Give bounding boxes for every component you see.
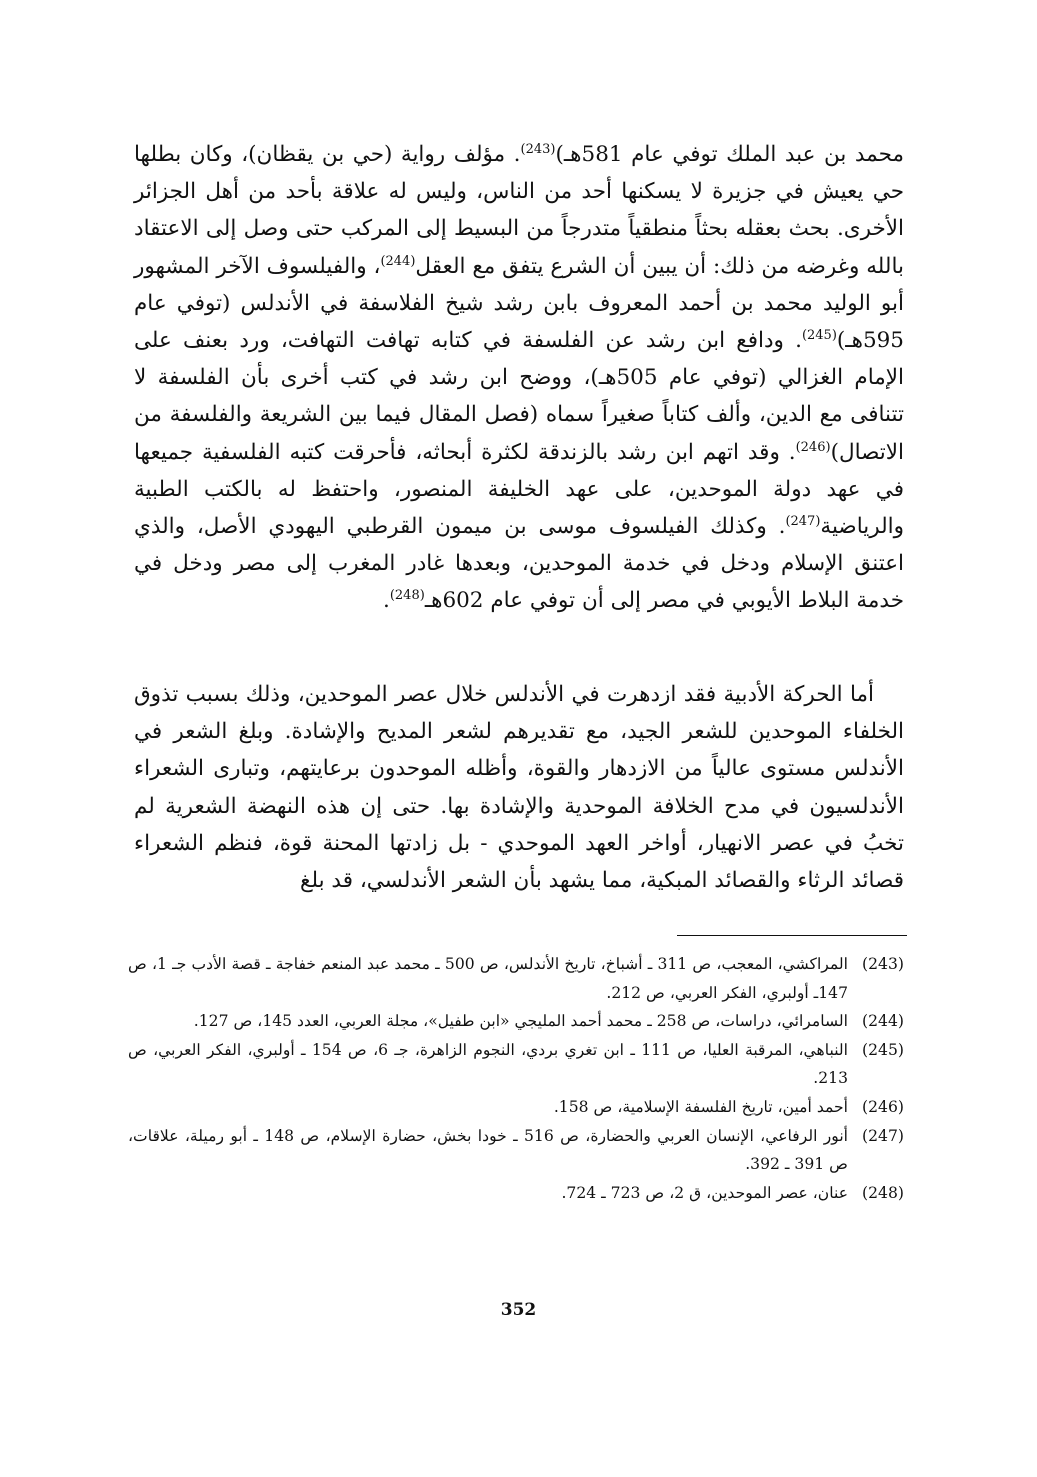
text-run: ، والفيلسوف الآخر المشهور أبو الوليد محمد بن أحمد المعروف بابن رشد شيخ الفلاسفة في الأندلس (توفي عام 595هـ) bbox=[134, 253, 904, 354]
footnote-number: (245) bbox=[862, 1040, 904, 1059]
footnote-text: أحمد أمين، تاريخ الفلسفة الإسلامية، ص 158. bbox=[553, 1097, 848, 1116]
footnote-item bbox=[128, 1122, 904, 1179]
text-run: . مؤلف رواية (حي بن يقظان)، وكان بطلها حي يعيش في جزيرة لا يسكنها أحد من الناس، وليس له علاقة بأحد من أهل الجزائر الأخرى. بحث بعقله بحثاً منطقياً متدرجاً من البسيط إلى المركب حتى وصل إلى الاعتقاد بالله وغرضه من ذلك: أن يبين أن الشرع يتفق مع العقل bbox=[134, 142, 904, 279]
footnote-number: (247) bbox=[862, 1126, 904, 1145]
footnote-ref-245[interactable]: (245) bbox=[801, 328, 837, 344]
footnote-item bbox=[128, 1179, 904, 1208]
footnotes-list bbox=[128, 950, 904, 1207]
footnote-text: السامرائي، دراسات، ص 258 ـ محمد أحمد المليجي «ابن طفيل»، مجلة العربي، العدد 145، ص 127. bbox=[193, 1012, 848, 1031]
footnote-text: المراكشي، المعجب، ص 311 ـ أشباخ، تاريخ الأندلس، ص 500 ـ محمد عبد المنعم خفاجة ـ قصة الأدب جـ 1، ص 147ـ أولبري، الفكر العربي، ص 212. bbox=[128, 955, 849, 1002]
footnote-item bbox=[128, 1007, 904, 1036]
footnote-item bbox=[128, 950, 904, 1007]
body-paragraph-1 bbox=[134, 136, 904, 620]
footnote-number: (248) bbox=[862, 1183, 904, 1202]
footnote-ref-244[interactable]: (244) bbox=[380, 253, 416, 269]
footnote-number: (243) bbox=[862, 955, 904, 973]
footnote-separator bbox=[677, 935, 907, 936]
footnote-text: النباهي، المرقبة العليا، ص 111 ـ ابن تغري بردي، النجوم الزاهرة، جـ 6، ص 154 ـ أولبري، الفكر العربي، ص 213. bbox=[128, 1040, 848, 1088]
footnote-ref-246[interactable]: (246) bbox=[795, 439, 831, 455]
footnote-number: (244) bbox=[862, 1012, 904, 1031]
footnote-ref-247[interactable]: (247) bbox=[785, 514, 821, 530]
text-run: محمد بن عبد الملك توفي عام 581هـ) bbox=[555, 142, 904, 167]
footnote-item bbox=[128, 1093, 904, 1122]
footnote-text: عنان، عصر الموحدين، ق 2، ص 723 ـ 724. bbox=[561, 1183, 848, 1202]
page-number: 352 bbox=[500, 1300, 537, 1320]
text-run: . ودافع ابن رشد عن الفلسفة في كتابه تهافت التهافت، ورد بعنف على الإمام الغزالي (توفي عام 505هـ)، ووضح ابن رشد في كتب أخرى بأن الفلسفة لا تتنافى مع الدين، وألف كتاباً صغيراً سماه (فصل المقال فيما بين الشريعة والفلسفة من الاتصال) bbox=[134, 328, 904, 465]
text-run: . bbox=[382, 588, 390, 614]
footnote-item bbox=[128, 1036, 904, 1093]
text-run: . وقد اتهم ابن رشد بالزندقة لكثرة أبحاثه، فأحرقت كتبه الفلسفية جميعها في عهد دولة الموحدين، على عهد الخليفة المنصور، واحتفظ له بالكتب الطبية والرياضية bbox=[134, 439, 904, 540]
body-paragraph-2 bbox=[134, 676, 904, 899]
text-run: أما الحركة الأدبية فقد ازدهرت في الأندلس خلال عصر الموحدين، وذلك بسبب تذوق الخلفاء الموحدين للشعر الجيد، مع تقديرهم لشعر المديح والإشادة. وبلغ الشعر في الأندلس مستوى عالياً من الازدهار والقوة، وأظله الموحدون برعايتهم، وتبارى الشعراء الأندلسيون في مدح الخلافة الموحدية والإشادة بها. حتى إن هذه النهضة الشعرية لم تخبُ في عصر الانهيار، أواخر العهد الموحدي - بل زادتها المحنة قوة، فنظم الشعراء قصائد الرثاء والقصائد المبكية، مما يشهد بأن الشعر الأندلسي، قد بلغ bbox=[134, 682, 904, 894]
text-run: . وكذلك الفيلسوف موسى بن ميمون القرطبي اليهودي الأصل، والذي اعتنق الإسلام ودخل في خدمة الموحدين، وبعدها غادر المغرب إلى مصر ودخل في خدمة البلاط الأيوبي في مصر إلى أن توفي عام 602هـ bbox=[134, 514, 904, 614]
footnote-ref-243[interactable]: (243) bbox=[520, 142, 556, 157]
footnote-text: أنور الرفاعي، الإنسان العربي والحضارة، ص 516 ـ خودا بخش، حضارة الإسلام، ص 148 ـ أبو رميلة، علاقات، ص 391 ـ 392. bbox=[128, 1126, 849, 1174]
footnote-ref-248[interactable]: (248) bbox=[389, 588, 425, 604]
footnote-number: (246) bbox=[862, 1097, 904, 1116]
